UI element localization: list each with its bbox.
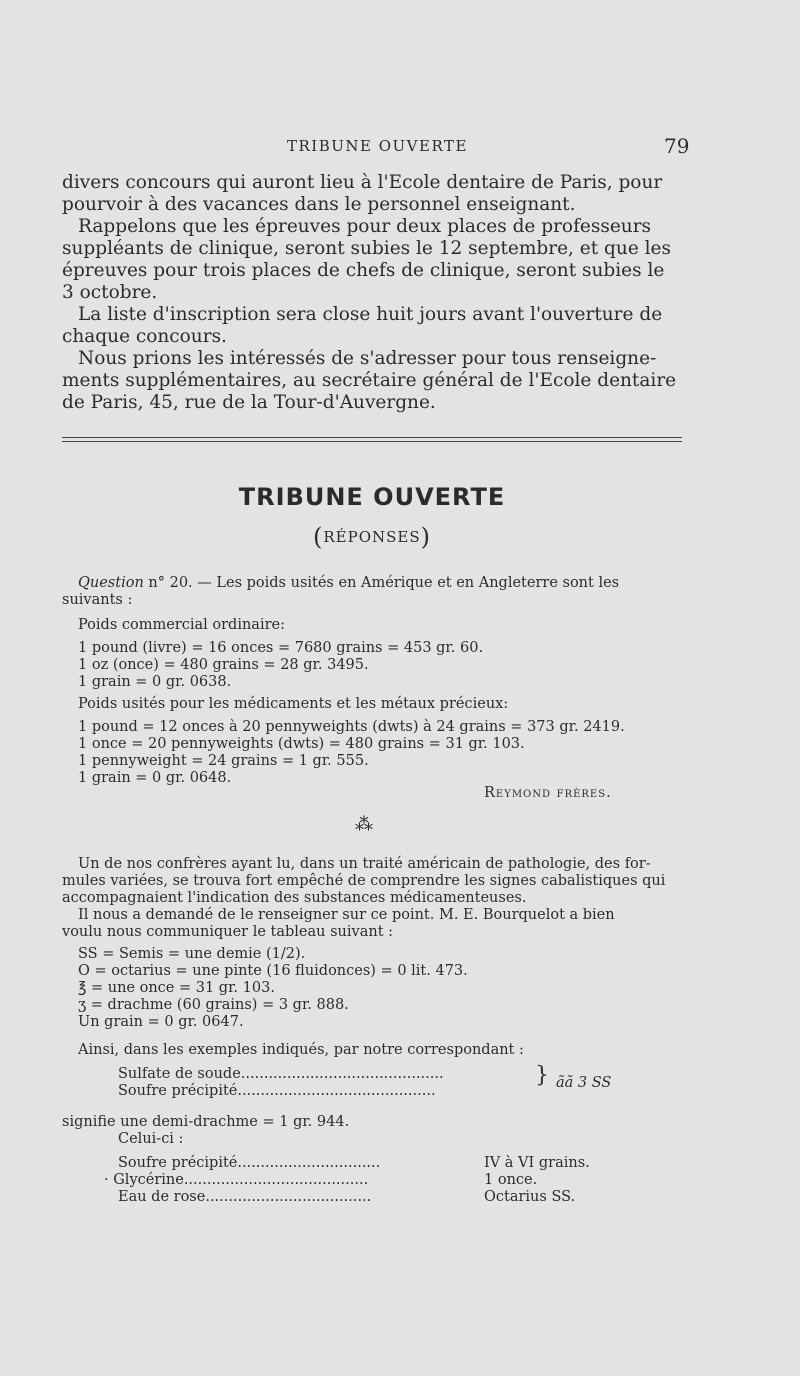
medical-heading: Poids usités pour les médicaments et les métaux précieux: — [78, 696, 509, 712]
intro-line: pourvoir à des vacances dans le personnel enseignant. — [62, 194, 576, 215]
section-subtitle-text: RÉPONSES — [323, 528, 421, 546]
divider-rule — [62, 437, 682, 438]
commercial-line: 1 oz (once) = 480 grains = 28 gr. 3495. — [78, 657, 369, 673]
commercial-line: 1 grain = 0 gr. 0638. — [78, 674, 232, 690]
section-subtitle: (RÉPONSES) — [312, 523, 431, 551]
medical-line: 1 grain = 0 gr. 0648. — [78, 770, 232, 786]
recipe-row: Soufre précipité............................... — [118, 1155, 381, 1171]
commercial-heading: Poids commercial ordinaire: — [78, 617, 285, 633]
example-meaning: signifie une demi-drachme = 1 gr. 944. — [62, 1114, 350, 1130]
recipe-qty: 1 once. — [484, 1172, 538, 1188]
question-label: Question — [78, 575, 144, 591]
intro-line: 3 octobre. — [62, 282, 158, 303]
intro-line: chaque concours. — [62, 326, 227, 347]
intro-line: de Paris, 45, rue de la Tour-d'Auvergne. — [62, 392, 436, 413]
para-line: mules variées, se trouva fort empêché de comprendre les signes cabalistiques qui — [62, 873, 666, 889]
sign-line: ʒ = drachme (60 grains) = 3 gr. 888. — [78, 997, 349, 1013]
example-celui: Celui-ci : — [118, 1131, 184, 1147]
running-title: TRIBUNE OUVERTE — [287, 137, 468, 155]
intro-line: suppléants de clinique, seront subies le 12 septembre, et que les — [62, 238, 672, 259]
medical-line: 1 pennyweight = 24 grains = 1 gr. 555. — [78, 753, 369, 769]
intro-line: La liste d'inscription sera close huit jours avant l'ouverture de — [78, 304, 663, 325]
signature: Reymond frères. — [484, 785, 612, 801]
para-line: Il nous a demandé de le renseigner sur ce point. M. E. Bourquelot a bien — [78, 907, 615, 923]
example-item: Soufre précipité........................................... — [118, 1083, 436, 1099]
question-text: n° 20. — Les poids usités en Amérique et en Angleterre sont les — [143, 575, 620, 591]
brace: } — [535, 1063, 549, 1088]
recipe-name: Eau de rose — [118, 1189, 206, 1205]
example-intro: Ainsi, dans les exemples indiqués, par notre correspondant : — [78, 1042, 524, 1058]
example-dose: ãã 3 SS — [556, 1075, 612, 1091]
asterism: ⁂ — [355, 814, 373, 835]
recipe-row: Eau de rose.................................... — [118, 1189, 372, 1205]
example-item-name: Sulfate de soude — [118, 1066, 241, 1082]
commercial-line: 1 pound (livre) = 16 onces = 7680 grains = 453 gr. 60. — [78, 640, 484, 656]
para-line: Un de nos confrères ayant lu, dans un traité américain de pathologie, des for- — [78, 856, 651, 872]
recipe-name: Soufre précipité — [118, 1155, 238, 1171]
sign-line: ℥ = une once = 31 gr. 103. — [78, 980, 275, 996]
recipe-name: Glycérine — [113, 1172, 184, 1188]
intro-line: divers concours qui auront lieu à l'Ecole dentaire de Paris, pour — [62, 172, 663, 193]
sign-line: O = octarius = une pinte (16 fluidonces) = 0 lit. 473. — [78, 963, 468, 979]
sign-line: Un grain = 0 gr. 0647. — [78, 1014, 244, 1030]
page-number: 79 — [664, 134, 690, 158]
section-title: TRIBUNE OUVERTE — [238, 483, 506, 511]
sign-line: SS = Semis = une demie (1/2). — [78, 946, 306, 962]
intro-line: Nous prions les intéressés de s'adresser pour tous renseigne- — [78, 348, 657, 369]
intro-line: épreuves pour trois places de chefs de clinique, seront subies le — [62, 260, 665, 281]
recipe-row: · Glycérine........................................ — [104, 1172, 369, 1188]
medical-line: 1 pound = 12 onces à 20 pennyweights (dwts) à 24 grains = 373 gr. 2419. — [78, 719, 625, 735]
intro-line: Rappelons que les épreuves pour deux places de professeurs — [78, 216, 652, 237]
question-line-2: suivants : — [62, 592, 133, 608]
example-item-name: Soufre précipité — [118, 1083, 238, 1099]
medical-line: 1 once = 20 pennyweights (dwts) = 480 grains = 31 gr. 103. — [78, 736, 525, 752]
intro-line: ments supplémentaires, au secrétaire général de l'Ecole dentaire — [62, 370, 677, 391]
example-item: Sulfate de soude............................................ — [118, 1066, 444, 1082]
para-line: accompagnaient l'indication des substances médicamenteuses. — [62, 890, 527, 906]
divider-rule — [62, 441, 682, 442]
para-line: voulu nous communiquer le tableau suivant : — [62, 924, 394, 940]
question-line — [78, 575, 619, 592]
recipe-qty: Octarius SS. — [484, 1189, 576, 1205]
recipe-qty: IV à VI grains. — [484, 1155, 590, 1171]
